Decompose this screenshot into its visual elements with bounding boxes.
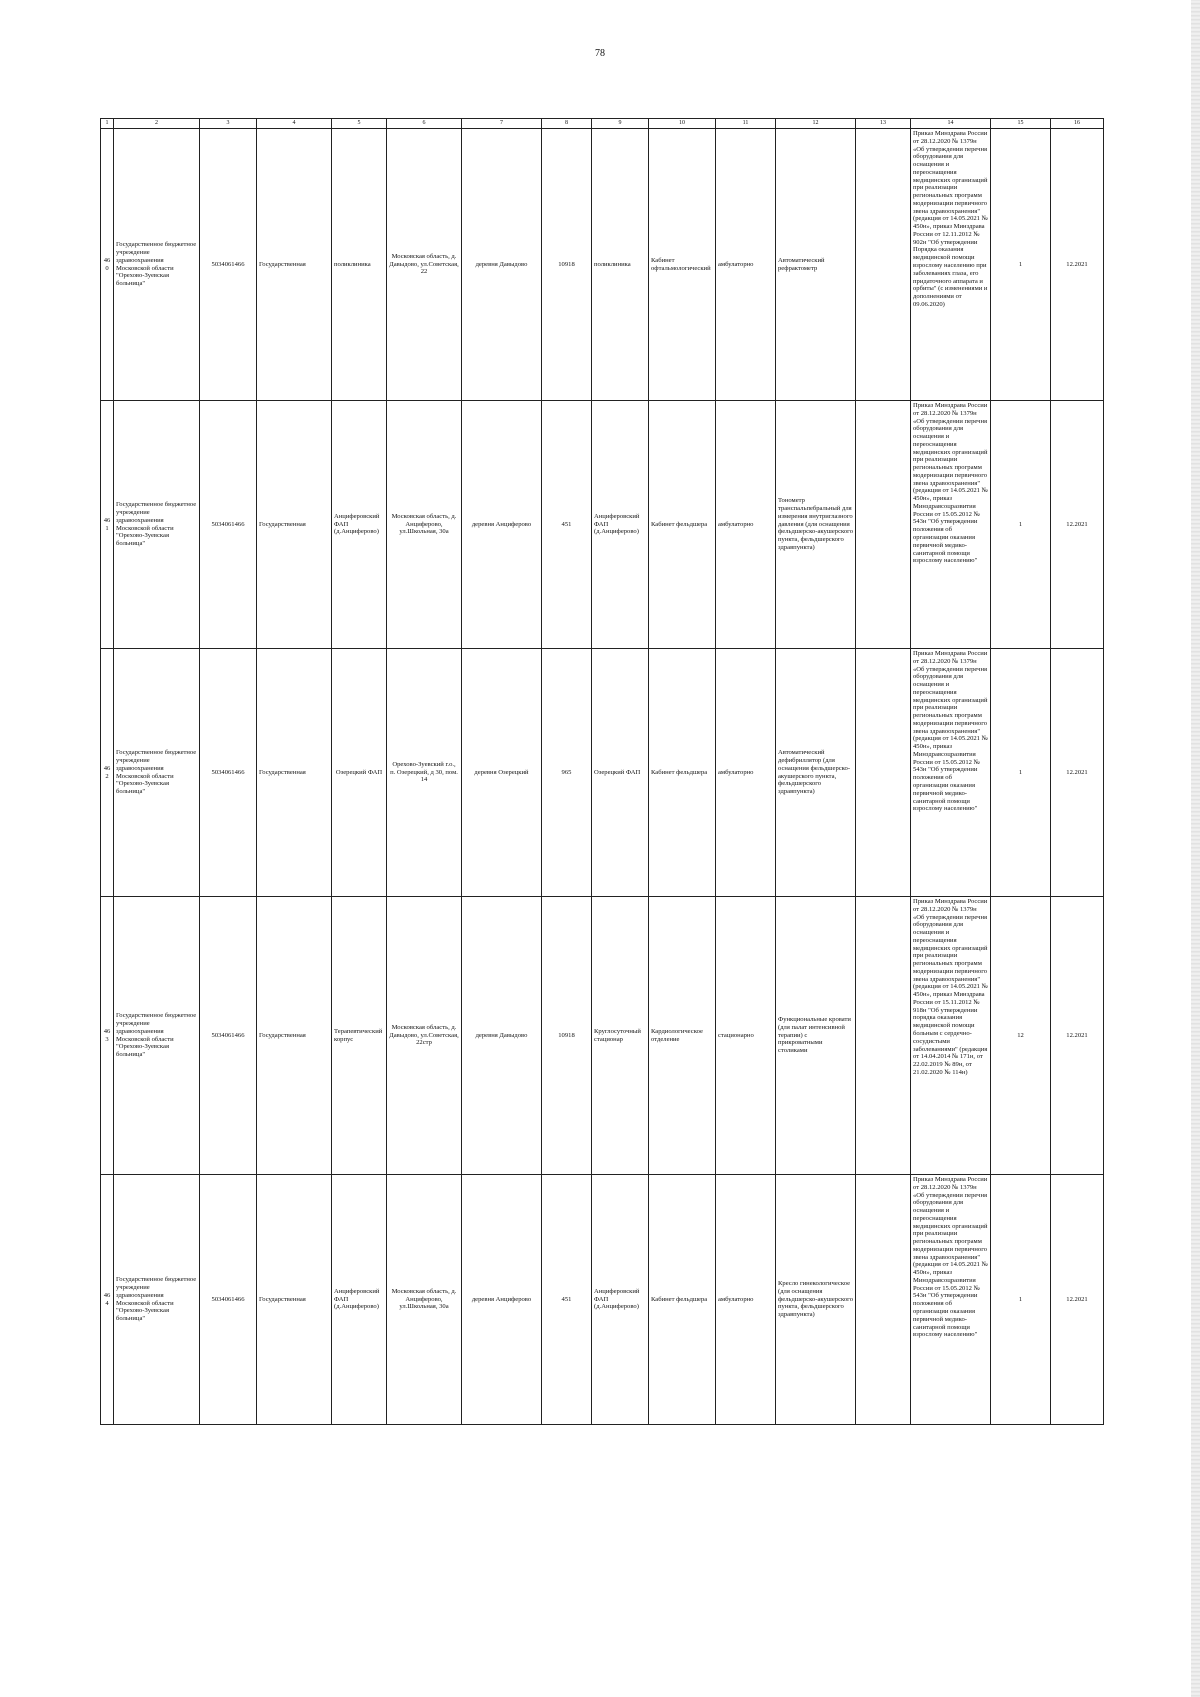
locality: деревня Давыдово <box>462 129 542 401</box>
equipment-table <box>100 118 1104 1425</box>
equipment-name: Кресло гинекологическое (для оснащения фельдшерско-акушерского пункта, фельдшерского здравпункта) <box>776 1175 856 1425</box>
legal-basis: Приказ Минздрава России от 28.12.2020 № 1379н «Об утверждении перечня оборудования для оснащения и переоснащения медицинских организаций при реализации региональных программ модернизации первичного звена здравоохранения"(редакция от 14.05.2021 № 450н», приказ Минздравсоцразвития России от 15.05.2012 № 543н "Об утверждении положения об организации оказания первичной медико-санитарной помощи взрослому населению" <box>911 401 991 649</box>
organization-name: Государственное бюджетное учреждение здравоохранения Московской области "Орехово-Зуевская больница" <box>114 401 200 649</box>
header-cell: 5 <box>332 119 387 129</box>
header-cell: 8 <box>542 119 592 129</box>
table-row <box>101 129 1104 401</box>
address: Московская область, д. Давыдово, ул.Советская, 22стр <box>387 897 462 1175</box>
locality: деревня Анциферово <box>462 1175 542 1425</box>
division: поликлиника <box>332 129 387 401</box>
subdivision: Озерецкий ФАП <box>592 649 649 897</box>
table-row <box>101 897 1104 1175</box>
cabinet: Кабинет офтальмологический <box>649 129 716 401</box>
address: Московская область, д. Анциферово, ул.Школьная, 30а <box>387 401 462 649</box>
population: 10918 <box>542 129 592 401</box>
ownership-form: Государственная <box>257 897 332 1175</box>
equipment-name: Автоматический дефибриллятор (для оснащения фельдшерско-акушерского пункта, фельдшерского здравпункта) <box>776 649 856 897</box>
table-row <box>101 649 1104 897</box>
locality: деревня Анциферово <box>462 401 542 649</box>
legal-basis: Приказ Минздрава России от 28.12.2020 № 1379н «Об утверждении перечня оборудования для оснащения и переоснащения медицинских организаций при реализации региональных программ модернизации первичного звена здравоохранения"(редакция от 14.05.2021 № 450н», приказ Минздрава России от 15.11.2012 № 918н "Об утверждении порядка оказания медицинской помощи больным с сердечно-сосудистыми заболеваниями" (редакция от 14.04.2014 № 171н, от 22.02.2019 № 89н, от 21.02.2020 № 114н) <box>911 897 991 1175</box>
inn: 5034061466 <box>200 401 257 649</box>
cabinet: Кабинет фельдшера <box>649 401 716 649</box>
population: 451 <box>542 401 592 649</box>
ownership-form: Государственная <box>257 649 332 897</box>
table-row <box>101 401 1104 649</box>
due-date: 12.2021 <box>1051 1175 1104 1425</box>
organization-name: Государственное бюджетное учреждение здравоохранения Московской области "Орехово-Зуевская больница" <box>114 897 200 1175</box>
page-number: 78 <box>595 48 605 59</box>
subdivision: поликлиника <box>592 129 649 401</box>
header-cell: 11 <box>716 119 776 129</box>
header-cell: 9 <box>592 119 649 129</box>
locality: деревня Давыдово <box>462 897 542 1175</box>
header-cell: 10 <box>649 119 716 129</box>
scan-edge <box>1191 0 1200 1697</box>
address: Московская область, д. Давыдово, ул.Советская, 22 <box>387 129 462 401</box>
organization-name: Государственное бюджетное учреждение здравоохранения Московской области "Орехово-Зуевская больница" <box>114 1175 200 1425</box>
header-cell: 2 <box>114 119 200 129</box>
care-conditions: амбулаторно <box>716 129 776 401</box>
header-cell: 6 <box>387 119 462 129</box>
division: Терапевтический корпус <box>332 897 387 1175</box>
division: Озерецкий ФАП <box>332 649 387 897</box>
locality: деревня Озерецкий <box>462 649 542 897</box>
header-cell: 15 <box>991 119 1051 129</box>
column-13 <box>856 129 911 401</box>
header-cell: 14 <box>911 119 991 129</box>
subdivision: Анциферовский ФАП (д.Анциферово) <box>592 1175 649 1425</box>
header-cell: 4 <box>257 119 332 129</box>
quantity: 1 <box>991 129 1051 401</box>
quantity: 1 <box>991 1175 1051 1425</box>
header-cell: 16 <box>1051 119 1104 129</box>
equipment-name: Функциональные кровати (для палат интенсивной терапии) с прикроватными столиками <box>776 897 856 1175</box>
care-conditions: амбулаторно <box>716 1175 776 1425</box>
due-date: 12.2021 <box>1051 649 1104 897</box>
legal-basis: Приказ Минздрава России от 28.12.2020 № 1379н «Об утверждении перечня оборудования для оснащения и переоснащения медицинских организаций при реализации региональных программ модернизации первичного звена здравоохранения"(редакция от 14.05.2021 № 450н», приказ Минздравсоцразвития России от 15.05.2012 № 543н "Об утверждении положения об организации оказания первичной медико-санитарной помощи взрослому населению" <box>911 649 991 897</box>
row-number: 460 <box>101 129 114 401</box>
row-number: 461 <box>101 401 114 649</box>
care-conditions: амбулаторно <box>716 401 776 649</box>
organization-name: Государственное бюджетное учреждение здравоохранения Московской области "Орехово-Зуевская больница" <box>114 649 200 897</box>
cabinet: Кабинет фельдшера <box>649 1175 716 1425</box>
equipment-name: Тонометр транспальпебральный для измерения внутриглазного давления (для оснащения фельдшерско-акушерского пункта, фельдшерского здравпункта) <box>776 401 856 649</box>
quantity: 12 <box>991 897 1051 1175</box>
ownership-form: Государственная <box>257 1175 332 1425</box>
header-cell: 13 <box>856 119 911 129</box>
ownership-form: Государственная <box>257 129 332 401</box>
table-row <box>101 1175 1104 1425</box>
cabinet: Кардиологическое отделение <box>649 897 716 1175</box>
inn: 5034061466 <box>200 897 257 1175</box>
subdivision: Анциферовский ФАП (д.Анциферово) <box>592 401 649 649</box>
care-conditions: стационарно <box>716 897 776 1175</box>
header-cell: 3 <box>200 119 257 129</box>
column-13 <box>856 1175 911 1425</box>
header-cell: 7 <box>462 119 542 129</box>
header-cell: 12 <box>776 119 856 129</box>
ownership-form: Государственная <box>257 401 332 649</box>
due-date: 12.2021 <box>1051 129 1104 401</box>
inn: 5034061466 <box>200 129 257 401</box>
header-cell: 1 <box>101 119 114 129</box>
legal-basis: Приказ Минздрава России от 28.12.2020 № 1379н «Об утверждении перечня оборудования для оснащения и переоснащения медицинских организаций при реализации региональных программ модернизации первичного звена здравоохранения"(редакция от 14.05.2021 № 450н», приказ Минздрава России от 12.11.2012 № 902н "Об утверждении Порядка оказания медицинской помощи взрослому населению при заболеваниях глаза, его придаточного аппарата и орбиты" (с изменениями и дополнениями от 09.06.2020) <box>911 129 991 401</box>
population: 10918 <box>542 897 592 1175</box>
organization-name: Государственное бюджетное учреждение здравоохранения Московской области "Орехово-Зуевская больница" <box>114 129 200 401</box>
address: Орехово-Зуевский г.о., п. Озерецкий, д 30, пом. 14 <box>387 649 462 897</box>
legal-basis: Приказ Минздрава России от 28.12.2020 № 1379н «Об утверждении перечня оборудования для оснащения и переоснащения медицинских организаций при реализации региональных программ модернизации первичного звена здравоохранения"(редакция от 14.05.2021 № 450н», приказ Минздравсоцразвития России от 15.05.2012 № 543н "Об утверждении положения об организации оказания первичной медико-санитарной помощи взрослому населению" <box>911 1175 991 1425</box>
due-date: 12.2021 <box>1051 401 1104 649</box>
inn: 5034061466 <box>200 649 257 897</box>
inn: 5034061466 <box>200 1175 257 1425</box>
quantity: 1 <box>991 649 1051 897</box>
address: Московская область, д. Анциферово, ул.Школьная, 30а <box>387 1175 462 1425</box>
row-number: 464 <box>101 1175 114 1425</box>
population: 965 <box>542 649 592 897</box>
row-number: 462 <box>101 649 114 897</box>
column-13 <box>856 649 911 897</box>
equipment-name: Автоматический рефрактометр <box>776 129 856 401</box>
care-conditions: амбулаторно <box>716 649 776 897</box>
quantity: 1 <box>991 401 1051 649</box>
column-13 <box>856 897 911 1175</box>
division: Анциферовский ФАП (д.Анциферово) <box>332 401 387 649</box>
population: 451 <box>542 1175 592 1425</box>
header-row <box>101 119 1104 129</box>
subdivision: Круглосуточный стационар <box>592 897 649 1175</box>
column-13 <box>856 401 911 649</box>
division: Анциферовский ФАП (д.Анциферово) <box>332 1175 387 1425</box>
cabinet: Кабинет фельдшера <box>649 649 716 897</box>
row-number: 463 <box>101 897 114 1175</box>
due-date: 12.2021 <box>1051 897 1104 1175</box>
